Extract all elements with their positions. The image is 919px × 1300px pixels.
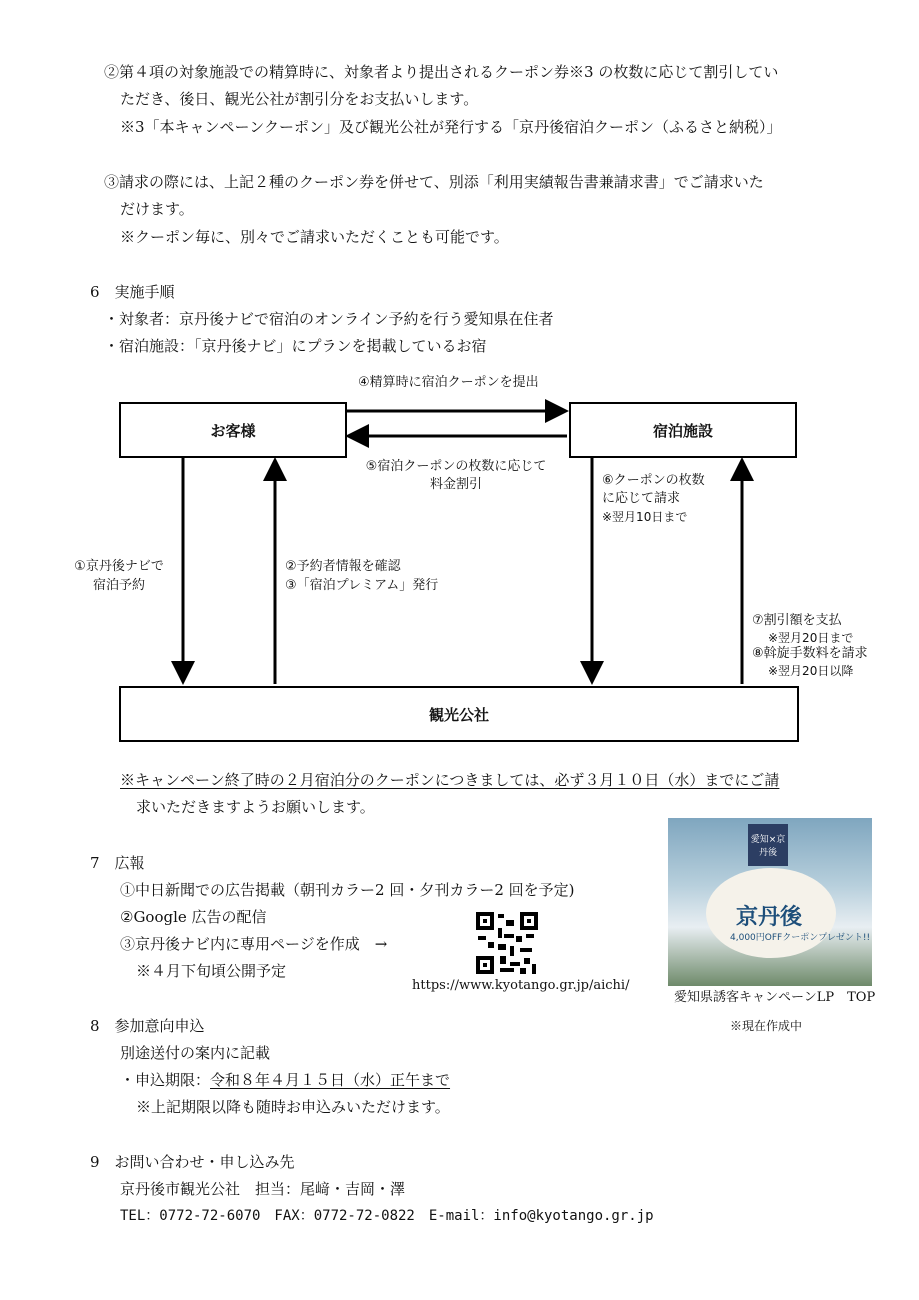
section7-item2: ②Google 広告の配信 bbox=[120, 908, 267, 926]
deadline-value: 令和８年４月１５日（水）正午まで bbox=[210, 1071, 451, 1089]
section8-line1: 別途送付の案内に記載 bbox=[120, 1044, 271, 1062]
promo-subtitle: 4,000円OFFクーポンプレゼント!! bbox=[730, 933, 871, 943]
deadline-prefix: ・申込期限： bbox=[120, 1071, 211, 1089]
section7-heading: 7 広報 bbox=[90, 854, 145, 872]
section8-note: ※上記期限以降も随時お申込みいただけます。 bbox=[136, 1098, 450, 1116]
item2-line1: ②第４項の対象施設での精算時に、対象者より提出されるクーポン券※3 の枚数に応じて割引してい bbox=[104, 63, 779, 81]
notice-line2: 求いただきますようお願いします。 bbox=[136, 798, 375, 816]
item3-line2: だけます。 bbox=[120, 200, 194, 218]
step4-label: ④精算時に宿泊クーポンを提出 bbox=[358, 375, 539, 390]
section7-item1: ①中日新聞での広告掲載（朝刊カラー2 回・夕刊カラー2 回を予定) bbox=[120, 881, 575, 899]
step6-label-2: に応じて請求 bbox=[602, 491, 681, 506]
promo-badge: 愛知×京丹後 bbox=[748, 824, 788, 866]
section6-heading: 6 実施手順 bbox=[90, 283, 175, 301]
step5-label-2: 料金割引 bbox=[429, 477, 482, 492]
item3-line1: ③請求の際には、上記２種のクーポン券を併せて、別添「利用実績報告書兼請求書」でご請求いた bbox=[104, 173, 764, 191]
step23-label-1: ②予約者情報を確認 bbox=[285, 559, 401, 574]
section6-target: ・対象者：京丹後ナビで宿泊のオンライン予約を行う愛知県在住者 bbox=[104, 310, 554, 328]
step7-note: ※翌月20日まで bbox=[768, 631, 854, 645]
section8-heading: 8 参加意向申込 bbox=[90, 1017, 205, 1035]
step6-label-1: ⑥クーポンの枚数 bbox=[602, 473, 705, 488]
section7-item3: ③京丹後ナビ内に専用ページを作成 → bbox=[120, 935, 388, 953]
step7-label: ⑦割引額を支払 bbox=[752, 613, 842, 628]
step8-note: ※翌月20日以降 bbox=[768, 664, 854, 678]
section9-heading: 9 お問い合わせ・申し込み先 bbox=[90, 1153, 295, 1171]
corp-box: 観光公社 bbox=[119, 686, 799, 742]
step23-label-2: ③「宿泊プレミアム」発行 bbox=[285, 578, 439, 593]
section7-note: ※４月下旬頃公開予定 bbox=[136, 962, 287, 980]
item3-note: ※クーポン毎に、別々でご請求いただくことも可能です。 bbox=[120, 228, 509, 246]
notice-line1: ※キャンペーン終了時の２月宿泊分のクーポンにつきましては、必ず３月１０日（水）までにご請 bbox=[120, 771, 780, 789]
qr-code[interactable] bbox=[476, 912, 538, 974]
promo-title: 京丹後 bbox=[736, 904, 803, 930]
section9-org: 京丹後市観光公社 担当：尾﨑・吉岡・澤 bbox=[120, 1180, 406, 1198]
step1-label-1: ①京丹後ナビで bbox=[74, 559, 164, 574]
promo-note: ※現在作成中 bbox=[730, 1019, 803, 1033]
item2-note: ※3「本キャンペーンクーポン」及び観光公社が発行する「京丹後宿泊クーポン（ふるさと納税）」 bbox=[120, 118, 782, 136]
step5-label-1: ⑤宿泊クーポンの枚数に応じて bbox=[365, 459, 547, 474]
customer-box: お客様 bbox=[119, 402, 347, 458]
section8-deadline-row bbox=[120, 1070, 450, 1090]
section9-contact: TEL：0772-72-6070 FAX：0772-72-0822 E-mail：info@kyotango.gr.jp bbox=[120, 1208, 654, 1224]
hotel-box: 宿泊施設 bbox=[569, 402, 797, 458]
section6-facility: ・宿泊施設：「京丹後ナビ」にプランを掲載しているお宿 bbox=[104, 337, 487, 355]
step1-label-2: 宿泊予約 bbox=[92, 578, 145, 593]
promo-caption: 愛知県誘客キャンペーンLP TOP bbox=[674, 990, 876, 1005]
campaign-url[interactable]: https://www.kyotango.gr.jp/aichi/ bbox=[412, 978, 630, 993]
step8-label: ⑧斡旋手数料を請求 bbox=[752, 646, 868, 661]
item2-line2: ただき、後日、観光公社が割引分をお支払いします。 bbox=[120, 90, 479, 108]
promo-image bbox=[668, 818, 872, 986]
step6-note: ※翌月10日まで bbox=[602, 510, 688, 524]
